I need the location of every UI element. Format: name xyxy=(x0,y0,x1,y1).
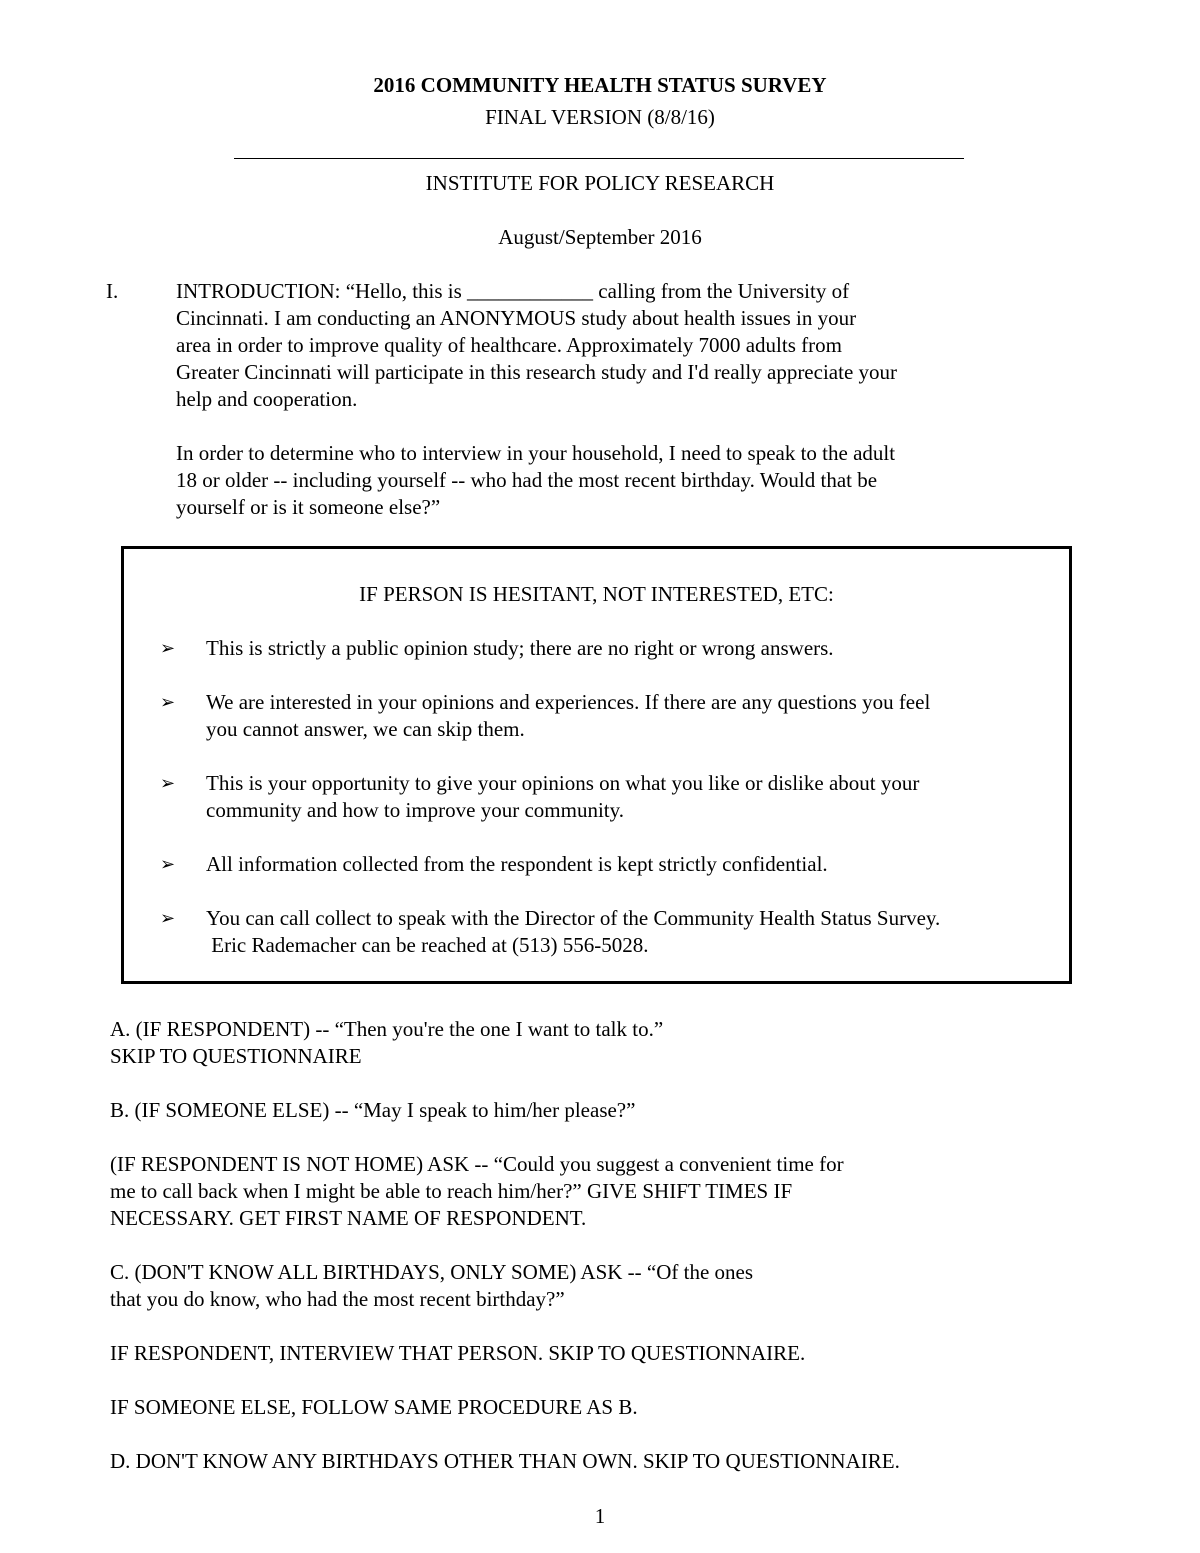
instruction-line: NECESSARY. GET FIRST NAME OF RESPONDENT. xyxy=(110,1206,587,1230)
document-title: 2016 COMMUNITY HEALTH STATUS SURVEY xyxy=(373,73,827,97)
instruction-line: IF SOMEONE ELSE, FOLLOW SAME PROCEDURE AS B. xyxy=(110,1395,638,1419)
instruction-d xyxy=(110,1448,1070,1475)
instruction-line: (IF RESPONDENT IS NOT HOME) ASK -- “Could you suggest a convenient time for xyxy=(110,1152,844,1176)
intro-line: 18 or older -- including yourself -- who had the most recent birthday. Would that be xyxy=(176,468,878,492)
callout-bullet xyxy=(160,689,1040,743)
callout-bullet xyxy=(160,905,1040,959)
introduction-paragraph xyxy=(176,278,996,413)
arrow-bullet-icon: ➢ xyxy=(160,854,176,875)
instruction-line: A. (IF RESPONDENT) -- “Then you're the one I want to talk to.” xyxy=(110,1017,664,1041)
document-version: FINAL VERSION (8/8/16) xyxy=(485,105,715,129)
instruction-line: me to call back when I might be able to reach him/her?” GIVE SHIFT TIMES IF xyxy=(110,1179,793,1203)
instruction-if-respondent xyxy=(110,1340,1070,1367)
bullet-line: This is strictly a public opinion study; there are no right or wrong answers. xyxy=(206,636,834,660)
instruction-if-someone-else xyxy=(110,1394,1070,1421)
instruction-line: D. DON'T KNOW ANY BIRTHDAYS OTHER THAN OWN. SKIP TO QUESTIONNAIRE. xyxy=(110,1449,900,1473)
page-number: 1 xyxy=(594,1504,606,1528)
instruction-line: IF RESPONDENT, INTERVIEW THAT PERSON. SKIP TO QUESTIONNAIRE. xyxy=(110,1341,806,1365)
intro-line: help and cooperation. xyxy=(176,387,358,411)
bullet-line: All information collected from the respondent is kept strictly confidential. xyxy=(206,852,828,876)
survey-date: August/September 2016 xyxy=(498,225,702,249)
arrow-bullet-icon: ➢ xyxy=(160,773,176,794)
section-number: I. xyxy=(106,279,119,303)
callout-bullet xyxy=(160,635,1040,662)
intro-line: In order to determine who to interview in your household, I need to speak to the adult xyxy=(176,441,896,465)
instruction-b xyxy=(110,1097,1070,1124)
bullet-line: We are interested in your opinions and experiences. If there are any questions you feel xyxy=(206,690,931,714)
instruction-line: B. (IF SOMEONE ELSE) -- “May I speak to him/her please?” xyxy=(110,1098,636,1122)
bullet-line: Eric Rademacher can be reached at (513) 556-5028. xyxy=(206,933,649,957)
arrow-bullet-icon: ➢ xyxy=(160,908,176,929)
birthday-paragraph xyxy=(176,440,996,521)
hesitant-callout-box xyxy=(121,546,1072,984)
bullet-line: This is your opportunity to give your opinions on what you like or dislike about your xyxy=(206,771,920,795)
instruction-line: SKIP TO QUESTIONNAIRE xyxy=(110,1044,362,1068)
callout-heading: IF PERSON IS HESITANT, NOT INTERESTED, ETC: xyxy=(359,582,834,606)
intro-line: INTRODUCTION: “Hello, this is ____________ calling from the University of xyxy=(176,279,850,303)
bullet-line: You can call collect to speak with the Director of the Community Health Status Survey. xyxy=(206,906,941,930)
bullet-line: community and how to improve your community. xyxy=(206,798,625,822)
arrow-bullet-icon: ➢ xyxy=(160,692,176,713)
arrow-bullet-icon: ➢ xyxy=(160,638,176,659)
callout-bullet xyxy=(160,770,1040,824)
intro-line: area in order to improve quality of healthcare. Approximately 7000 adults from xyxy=(176,333,842,357)
bullet-line: you cannot answer, we can skip them. xyxy=(206,717,525,741)
institute-name: INSTITUTE FOR POLICY RESEARCH xyxy=(425,171,775,195)
instruction-not-home xyxy=(110,1151,1070,1232)
intro-line: Greater Cincinnati will participate in this research study and I'd really appreciate your xyxy=(176,360,898,384)
instruction-a xyxy=(110,1016,1070,1070)
instruction-c xyxy=(110,1259,1070,1313)
horizontal-rule xyxy=(234,158,964,159)
callout-bullet xyxy=(160,851,1040,878)
intro-line: yourself or is it someone else?” xyxy=(176,495,441,519)
intro-line: Cincinnati. I am conducting an ANONYMOUS study about health issues in your xyxy=(176,306,857,330)
instruction-line: that you do know, who had the most recent birthday?” xyxy=(110,1287,565,1311)
instruction-line: C. (DON'T KNOW ALL BIRTHDAYS, ONLY SOME) ASK -- “Of the ones xyxy=(110,1260,754,1284)
